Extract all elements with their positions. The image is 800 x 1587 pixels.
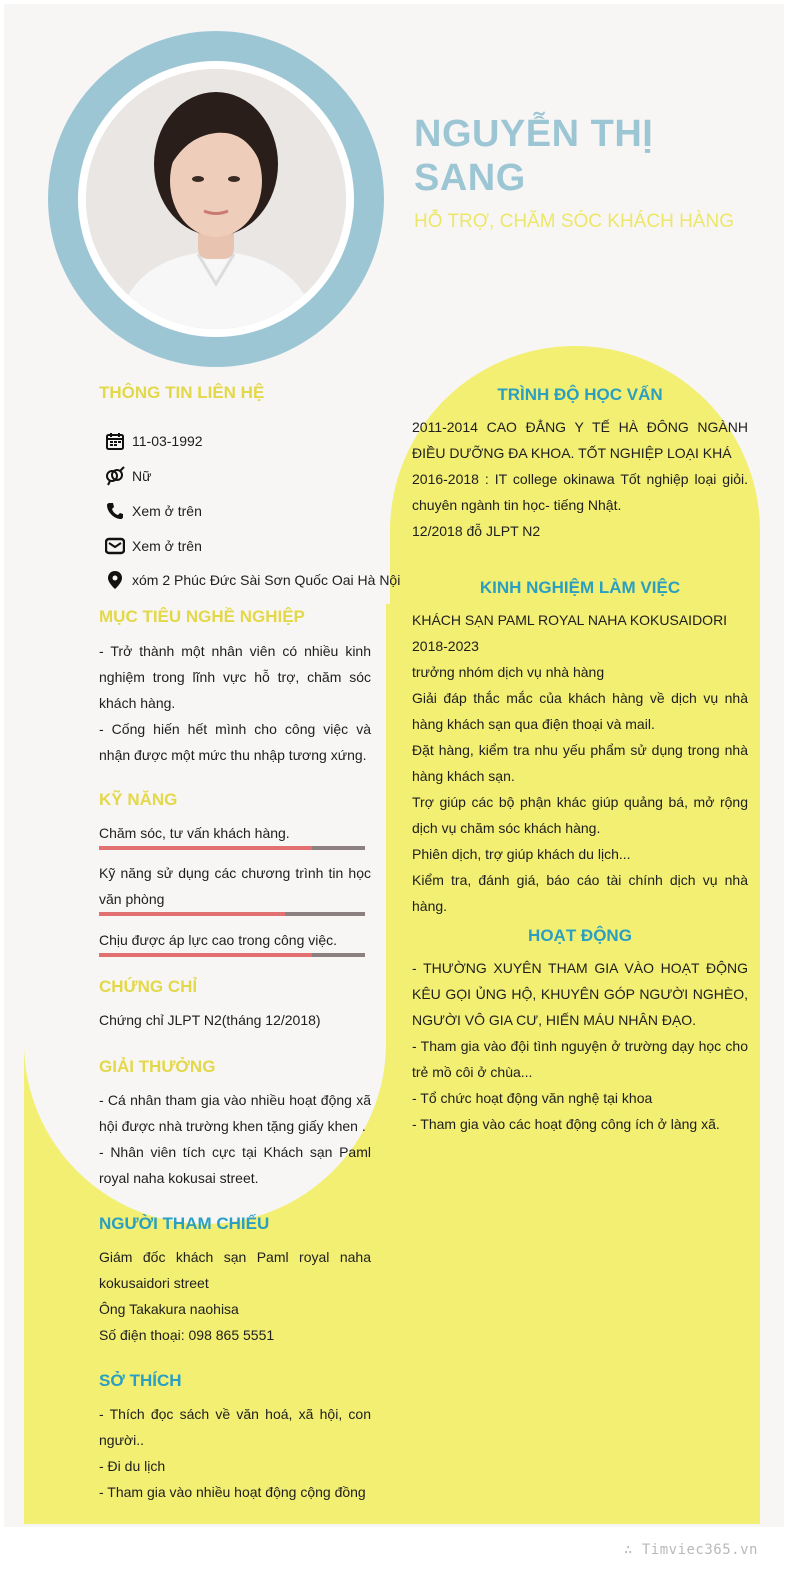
gender-icon [104,465,126,487]
certificates-text: Chứng chỉ JLPT N2(tháng 12/2018) [99,1012,321,1028]
skill-label: Chăm sóc, tư vấn khách hàng. [99,825,290,841]
location-icon [104,569,126,591]
skill-bar-fill [99,953,312,957]
education-heading: TRÌNH ĐỘ HỌC VẤN [497,385,663,404]
contact-phone [104,498,202,524]
objective-text: - Trở thành một nhân viên có nhiều kinh nghiệm trong lĩnh vực hỗ trợ, chăm sóc khách hàng. - Cống hiến hết mình cho công việc và nhận được một mức thu nhập tương xứng. [99,643,371,763]
skill-bar [99,912,365,916]
skills-heading: KỸ NĂNG [99,790,178,809]
job-title: HỖ TRỢ, CHĂM SÓC KHÁCH HÀNG [414,211,734,232]
awards-text: - Cá nhân tham gia vào nhiều hoạt động xã hội được nhà trường khen tặng giấy khen . - Nhân viên tích cực tại Khách sạn Paml royal naha kokusai street. [99,1092,371,1186]
address-text: xóm 2 Phúc Đức Sài Sơn Quốc Oai Hà Nội [132,572,401,588]
experience-heading: KINH NGHIỆM LÀM VIỆC [479,578,681,597]
certificates-heading: CHỨNG CHỈ [99,977,198,996]
experience-text: KHÁCH SẠN PAML ROYAL NAHA KOKUSAIDORI 2018-2023 trưởng nhóm dịch vụ nhà hàng Giải đáp thắc mắc của khách hàng về dịch vụ nhà hàng khách sạn qua điện thoại và mail. Đặt hàng, kiểm tra nhu yếu phẩm sử dụng trong nhà hàng khách sạn. Trợ giúp các bộ phận khác giúp quảng bá, mở rộng dịch vụ chăm sóc khách hàng. Phiên dịch, trợ giúp khách du lịch... Kiểm tra, đánh giá, báo cáo tài chính dịch vụ nhà hàng. [412,612,748,914]
hobbies-heading: SỞ THÍCH [99,1371,182,1390]
activities-text: - THƯỜNG XUYÊN THAM GIA VÀO HOẠT ĐỘNG KÊU GỌI ỦNG HỘ, KHUYÊN GÓP NGƯỜI NGHÈO, NGƯỜI VÔ GIA CƯ, HIẾN MÁU NHÂN ĐẠO. - Tham gia vào đội tình nguyện ở trường dạy học cho trẻ mồ côi ở chùa... - Tổ chức hoạt động văn nghệ tại khoa - Tham gia vào các hoạt động công ích ở làng xã. [412,960,748,1132]
objective-heading: MỤC TIÊU NGHỀ NGHIỆP [99,607,305,626]
candidate-name: NGUYỄN THỊ SANG [414,113,654,199]
contact-birthdate [104,428,203,454]
skill-bar [99,953,365,957]
skill-label: Kỹ năng sử dụng các chương trình tin học văn phòng [99,865,371,907]
cv-page [4,4,784,1527]
avatar [86,69,346,329]
calendar-icon [104,430,126,452]
birthdate-text: 11-03-1992 [132,433,203,449]
education-text: 2011-2014 CAO ĐẲNG Y TẾ HÀ ĐÔNG NGÀNH ĐIỀU DƯỠNG ĐA KHOA. TỐT NGHIỆP LOẠI KHÁ 2016-2018 : IT college okinawa Tốt nghiệp loại giỏi. chuyên ngành tin học- tiếng Nhật. 12/2018 đỗ JLPT N2 [412,419,748,539]
awards-heading: GIẢI THƯỞNG [99,1057,216,1076]
contact-email [104,533,202,559]
watermark: ∴ Timviec365.vn [624,1542,758,1558]
contact-address [104,567,400,593]
skill-bar-fill [99,912,285,916]
email-icon [104,535,126,557]
contact-heading: THÔNG TIN LIÊN HỆ [99,383,265,402]
phone-text: Xem ở trên [132,503,202,519]
phone-icon [104,500,126,522]
activities-heading: HOẠT ĐỘNG [528,926,632,945]
references-text: Giám đốc khách sạn Paml royal naha kokusaidori street Ông Takakura naohisa Số điện thoại: 098 865 5551 [99,1249,371,1343]
references-heading: NGƯỜI THAM CHIẾU [99,1214,270,1233]
skill-label: Chịu được áp lực cao trong công việc. [99,932,338,948]
avatar-ring [48,31,384,367]
gender-text: Nữ [132,468,152,484]
hobbies-text: - Thích đọc sách về văn hoá, xã hội, con người.. - Đi du lịch - Tham gia vào nhiều hoạt động cộng đồng [99,1406,371,1500]
skill-bar [99,846,365,850]
email-text: Xem ở trên [132,538,202,554]
contact-gender [104,463,151,489]
skill-bar-fill [99,846,312,850]
